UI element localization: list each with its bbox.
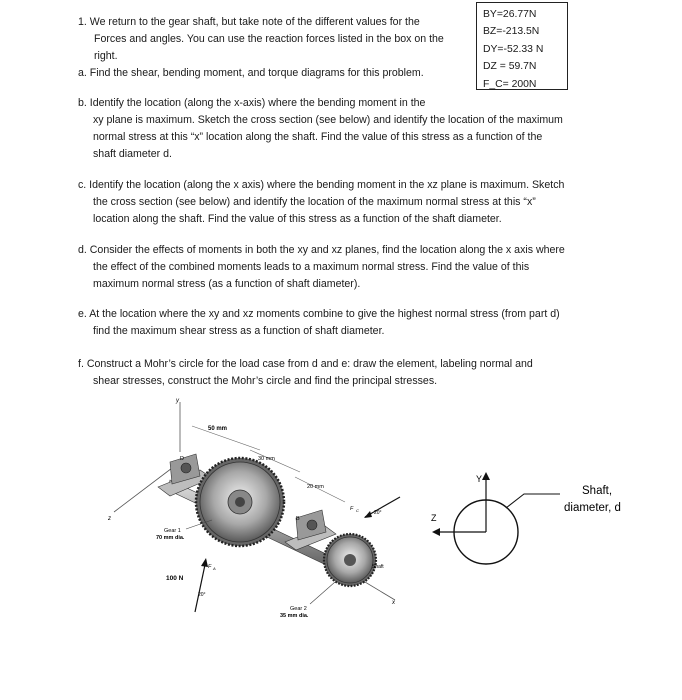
force-a-arrow <box>195 560 206 612</box>
label-d: D <box>180 456 184 462</box>
label-fc: F <box>350 506 354 512</box>
part-d: d. Consider the effects of moments in both the xy and xz planes, find the location along the x axis where the effect of the combined moments leads to a maximum normal stress. Find the value of this maximum normal stress (as a function of shaft diameter). <box>78 244 565 290</box>
label-b: B <box>296 516 300 522</box>
axis-x-label: x <box>392 600 395 606</box>
gear-2-dia: 35 mm dia. <box>280 613 309 619</box>
shaft-label: Shaft <box>372 564 384 570</box>
label-fa-sub: A <box>213 566 216 571</box>
axis-z-label: z <box>108 516 111 522</box>
part-f: f. Construct a Mohr’s circle for the load case from d and e: draw the element, labeling normal and shear stresses, construct the Mohr’s circle and find the principal stresses. <box>78 358 533 387</box>
cross-diameter-label: diameter, d <box>564 502 621 514</box>
force-100-label: 100 N <box>166 575 184 582</box>
reaction-dz: DZ = 59.7N <box>483 61 537 73</box>
label-fa: F <box>208 564 212 570</box>
angle-a-label: 20° <box>198 592 206 598</box>
part-a: a. Find the shear, bending moment, and torque diagrams for this problem. <box>78 67 424 79</box>
gear-shaft-figure <box>100 392 420 632</box>
leader-line <box>506 494 560 508</box>
dim-30-label: 30 mm <box>258 456 275 462</box>
axis-y-label: y <box>176 398 179 404</box>
reaction-dy: DY=-52.33 N <box>483 43 544 55</box>
angle-c-label: 20° <box>374 510 382 516</box>
part-b: b. Identify the location (along the x-axis) where the bending moment in the xy plane is maximum. Sketch the cross section (see below) and identify the location of the maximum normal stress at this “x” location along the shaft. Find the value of this stress as a function of the shaft diameter d. <box>78 97 563 160</box>
question-intro: 1. We return to the gear shaft, but take note of the different values for the Forces and angles. You can use the reaction forces listed in the box on the right. a. Find the shear, bending moment, and torque diagrams for this problem. <box>78 14 444 82</box>
label-fc-sub: C <box>356 508 359 513</box>
cross-y-label: Y <box>476 474 483 484</box>
reaction-forces-box <box>476 2 568 90</box>
dim-50-label: 50 mm <box>208 426 228 432</box>
part-c: c. Identify the location (along the x axis) where the bending moment in the xz plane is maximum. Sketch the cross section (see below) and identify the location of the maximum normal stress at this “x” location along the shaft. Find the value of this stress as a function of the shaft diameter. <box>78 179 565 225</box>
dim-20-label: 20 mm <box>307 484 324 490</box>
reaction-by: BY=26.77N <box>483 9 537 20</box>
cross-z-label: Z <box>431 513 437 523</box>
cross-section-sketch <box>420 460 650 580</box>
cross-shaft-label: Shaft, <box>582 485 613 497</box>
reaction-fc: F_C= 200N <box>483 78 537 90</box>
gear-1-label: Gear 1 <box>164 528 181 534</box>
gear-1-dia: 70 mm dia. <box>156 535 185 541</box>
reaction-bz: BZ=-213.5N <box>483 26 540 38</box>
gear-2-label: Gear 2 <box>290 606 307 612</box>
part-e: e. At the location where the xy and xz moments combine to give the highest normal stress (from part d) find the maximum shear stress as a function of shaft diameter. <box>78 308 560 337</box>
